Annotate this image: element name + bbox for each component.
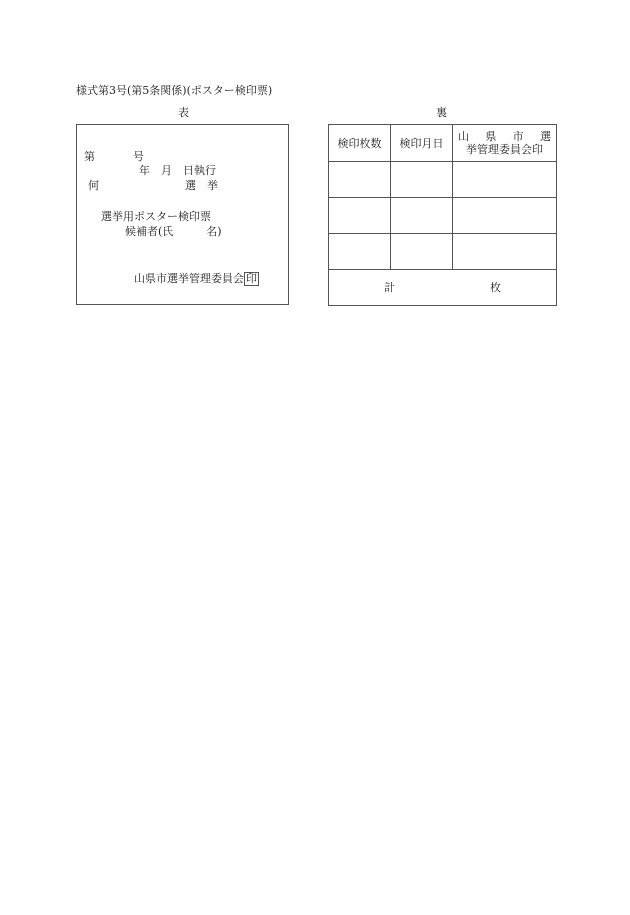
- election-name-prefix: 何: [88, 179, 99, 192]
- committee-header-char: 選: [539, 130, 551, 143]
- committee-name: [134, 272, 259, 286]
- stamp-count-cell: [329, 198, 391, 234]
- front-card: [76, 124, 289, 305]
- back-side-label: 裏: [436, 106, 447, 119]
- total-unit: 枚: [490, 281, 501, 294]
- table-row: [329, 198, 557, 234]
- header-stamp-count: 検印枚数: [329, 125, 391, 162]
- seal-cell: [453, 198, 557, 234]
- back-table: [328, 124, 557, 306]
- election-date-line: 年 月 日執行: [139, 164, 216, 177]
- table-row: [329, 162, 557, 198]
- table-row: [329, 234, 557, 270]
- stamp-date-cell: [391, 198, 453, 234]
- header-committee-seal: [453, 125, 557, 162]
- seal-cell: [453, 234, 557, 270]
- committee-header-char: 県: [485, 130, 497, 143]
- stamp-date-cell: [391, 162, 453, 198]
- total-row: [329, 270, 557, 306]
- form-title: 様式第3号(第5条関係)(ポスター検印票): [76, 84, 273, 97]
- header-stamp-date: 検印月日: [391, 125, 453, 162]
- number-suffix: 号: [133, 150, 144, 163]
- committee-header-line2: 挙管理委員会印: [466, 143, 543, 156]
- front-side-label: 表: [178, 106, 189, 119]
- poster-stamp-title: 選挙用ポスター検印票: [101, 210, 211, 223]
- stamp-count-cell: [329, 162, 391, 198]
- total-label: 計: [384, 281, 395, 294]
- committee-header-char: 市: [512, 130, 524, 143]
- committee-text: 山県市選挙管理委員会: [134, 272, 244, 285]
- seal-mark: 印: [246, 272, 257, 285]
- committee-header-char: 山: [458, 130, 469, 143]
- table-header-row: [329, 125, 557, 162]
- total-cell: [329, 270, 557, 306]
- stamp-count-cell: [329, 234, 391, 270]
- number-prefix: 第: [84, 150, 95, 163]
- seal-cell: [453, 162, 557, 198]
- stamp-date-cell: [391, 234, 453, 270]
- election-name-suffix: 選 挙: [185, 179, 218, 192]
- candidate-name-line: 候補者(氏 名): [125, 225, 222, 238]
- committee-header-line1: [453, 130, 556, 143]
